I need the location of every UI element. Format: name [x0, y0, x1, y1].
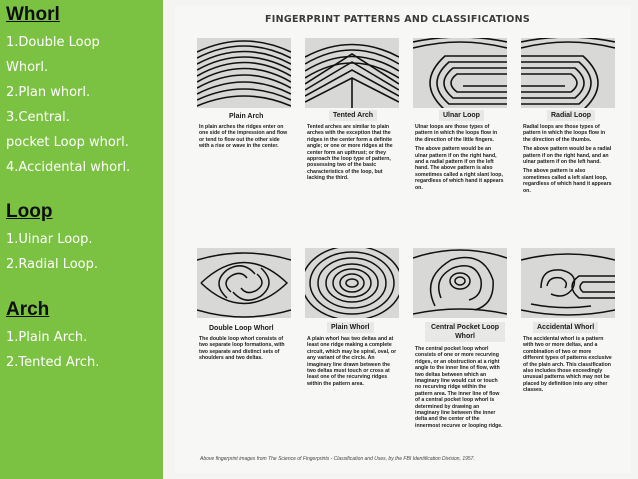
accidental-whorl-description [523, 336, 613, 397]
double-loop-whorl-print-image [197, 248, 291, 318]
plain-arch-caption: Plain Arch [229, 113, 264, 120]
plain-arch-description [199, 124, 289, 153]
radial-loop-print-image [521, 38, 615, 108]
description-paragraph: The above pattern would be a radial pattern if on the right hand, and an ulnar pattern if on the left hand. [523, 146, 612, 166]
description-paragraph: The accidental whorl is a pattern with two or more deltas, and a combination of two or more different types of patterns exclusive of the plain arch. This classification also includes those exceedingly unusual patterns which may not be placed by definition into any other classes. [523, 336, 612, 394]
loop-heading: Loop [6, 201, 53, 222]
description-paragraph: Tented arches are similar to plain arches with the exception that the ridges in the center form a definite angle; or one or more ridges at the center form an upthrust; or they approach the loop type of pattern, possessing two of the basic characteristics of the loop, but lacking the third. [307, 124, 393, 182]
sidebar [0, 0, 163, 479]
double-loop-whorl-description [199, 336, 289, 365]
ulnar-loop-description [415, 124, 505, 194]
tented-arch-print-image [305, 38, 399, 108]
description-paragraph: A plain whorl has two deltas and at least one ridge making a complete circuit, which may be spiral, oval, or any variant of the circle. An imaginary line drawn between the two deltas must touch or cross at least one of the recurving ridges within the pattern area. [307, 336, 397, 387]
source-footnote: Above fingerprint images from The Science of Fingerprints - Classification and Uses, by the FBI Identification Division, 1957. [200, 456, 475, 462]
plain-whorl-print-image [305, 248, 399, 318]
whorl-heading: Whorl [6, 4, 60, 25]
accidental-whorl-caption: Accidental Whorl [533, 322, 598, 333]
description-paragraph: The above pattern is also sometimes called a left slant loop, regardless of which hand it appears on. [523, 168, 612, 194]
whorl-item: pocket Loop whorl. [6, 135, 129, 150]
ulnar-loop-caption: Ulnar Loop [439, 110, 484, 121]
arch-list [6, 325, 163, 375]
tented-arch-caption: Tented Arch [329, 110, 377, 121]
fingerprint-chart [175, 6, 631, 473]
description-paragraph: Radial loops are those types of pattern in which the loops flow in the direction of the thumbs. [523, 124, 606, 143]
plain-whorl-description [307, 336, 397, 390]
double-loop-whorl-caption: Double Loop Whorl [209, 325, 274, 332]
document-page [165, 0, 638, 479]
description-paragraph: The above pattern would be an ulnar pattern if on the right hand, and a radial pattern if on the left hand. The above pattern is also sometimes called a right slant loop, regardless of which hand it appears on. [415, 146, 504, 191]
whorl-list [6, 30, 163, 180]
whorl-item: 2.Plan whorl. [6, 85, 91, 100]
description-paragraph: The double loop whorl consists of two separate loop formations, with two separate and distinct sets of shoulders and two deltas. [199, 336, 285, 362]
loop-item: 2.Radial Loop. [6, 257, 98, 272]
central-pocket-loop-whorl-print-image [413, 248, 507, 318]
whorl-item: 3.Central. [6, 110, 70, 125]
radial-loop-caption: Radial Loop [547, 110, 595, 121]
description-paragraph: The central pocket loop whorl consists of one or more recurving ridges, or an obstruction at a right angle to the inner line of flow, with two deltas between which an imaginary line would cut or touch no recurving ridge within the pattern area. The inner line of flow of a central pocket loop whorl is determined by drawing an imaginary line between the inner delta and the center of the innermost recurve or looping ridge. [415, 346, 503, 429]
arch-item: 1.Plain Arch. [6, 330, 88, 345]
whorl-item: Whorl. [6, 60, 49, 75]
arch-item: 2.Tented Arch. [6, 355, 100, 370]
tented-arch-description [307, 124, 397, 185]
arch-heading: Arch [6, 299, 50, 320]
whorl-item: 1.Double Loop [6, 35, 100, 50]
loop-item: 1.Uinar Loop. [6, 232, 93, 247]
plain-arch-print-image [197, 38, 291, 108]
central-pocket-loop-whorl-description [415, 346, 505, 432]
description-paragraph: Ulnar loops are those types of pattern in which the loops flow in the direction of the little fingers. [415, 124, 498, 143]
description-paragraph: In plain arches the ridges enter on one side of the impression and flow or tend to flow out the other side with a rise or wave in the center. [199, 124, 288, 150]
document-title: FINGERPRINT PATTERNS AND CLASSIFICATIONS [265, 14, 531, 25]
central-pocket-loop-whorl-caption: Central Pocket Loop Whorl [425, 322, 505, 342]
radial-loop-description [523, 124, 613, 197]
accidental-whorl-print-image [521, 248, 615, 318]
plain-whorl-caption: Plain Whorl [327, 322, 374, 333]
whorl-item: 4.Accidental whorl. [6, 160, 131, 175]
ulnar-loop-print-image [413, 38, 507, 108]
loop-list [6, 227, 163, 277]
